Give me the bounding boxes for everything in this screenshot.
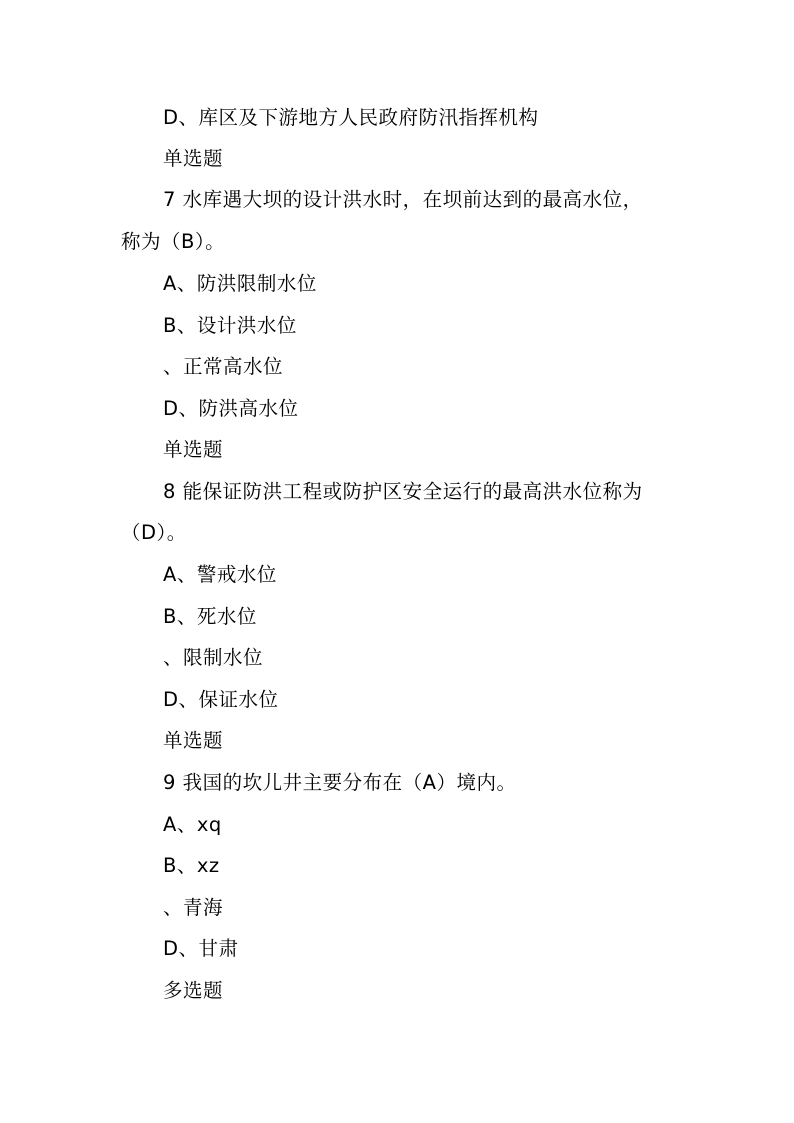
q9-stem: 9 我国的坎儿井主要分布在（A）境内。 — [163, 771, 517, 794]
q7-option-d: D、防洪高水位 — [163, 397, 299, 420]
q8-option-c: 、限制水位 — [163, 646, 264, 669]
q6-option-d: D、库区及下游地方人民政府防汛指挥机构 — [163, 106, 539, 129]
question-type-label: 单选题 — [163, 438, 224, 461]
question-type-label: 单选题 — [163, 729, 224, 752]
q7-stem-continued: 称为（B）。 — [121, 230, 226, 253]
q9-option-b: B、xz — [163, 854, 220, 877]
q9-option-a: A、xq — [163, 813, 222, 836]
question-type-label: 多选题 — [163, 979, 224, 1002]
question-type-label: 单选题 — [163, 147, 224, 170]
q9-option-c: 、青海 — [163, 896, 224, 919]
q9-option-d: D、甘肃 — [163, 937, 239, 960]
q7-option-b: B、设计洪水位 — [163, 314, 297, 337]
q7-option-a: A、防洪限制水位 — [163, 272, 317, 295]
q7-stem: 7 水库遇大坝的设计洪水时，在坝前达到的最高水位， — [163, 188, 643, 211]
q8-option-a: A、警戒水位 — [163, 563, 277, 586]
q8-stem-continued: （D）。 — [121, 521, 187, 544]
q8-stem: 8 能保证防洪工程或防护区安全运行的最高洪水位称为 — [163, 480, 643, 503]
q8-option-b: B、死水位 — [163, 605, 257, 628]
q8-option-d: D、保证水位 — [163, 688, 279, 711]
q7-option-c: 、正常高水位 — [163, 355, 284, 378]
